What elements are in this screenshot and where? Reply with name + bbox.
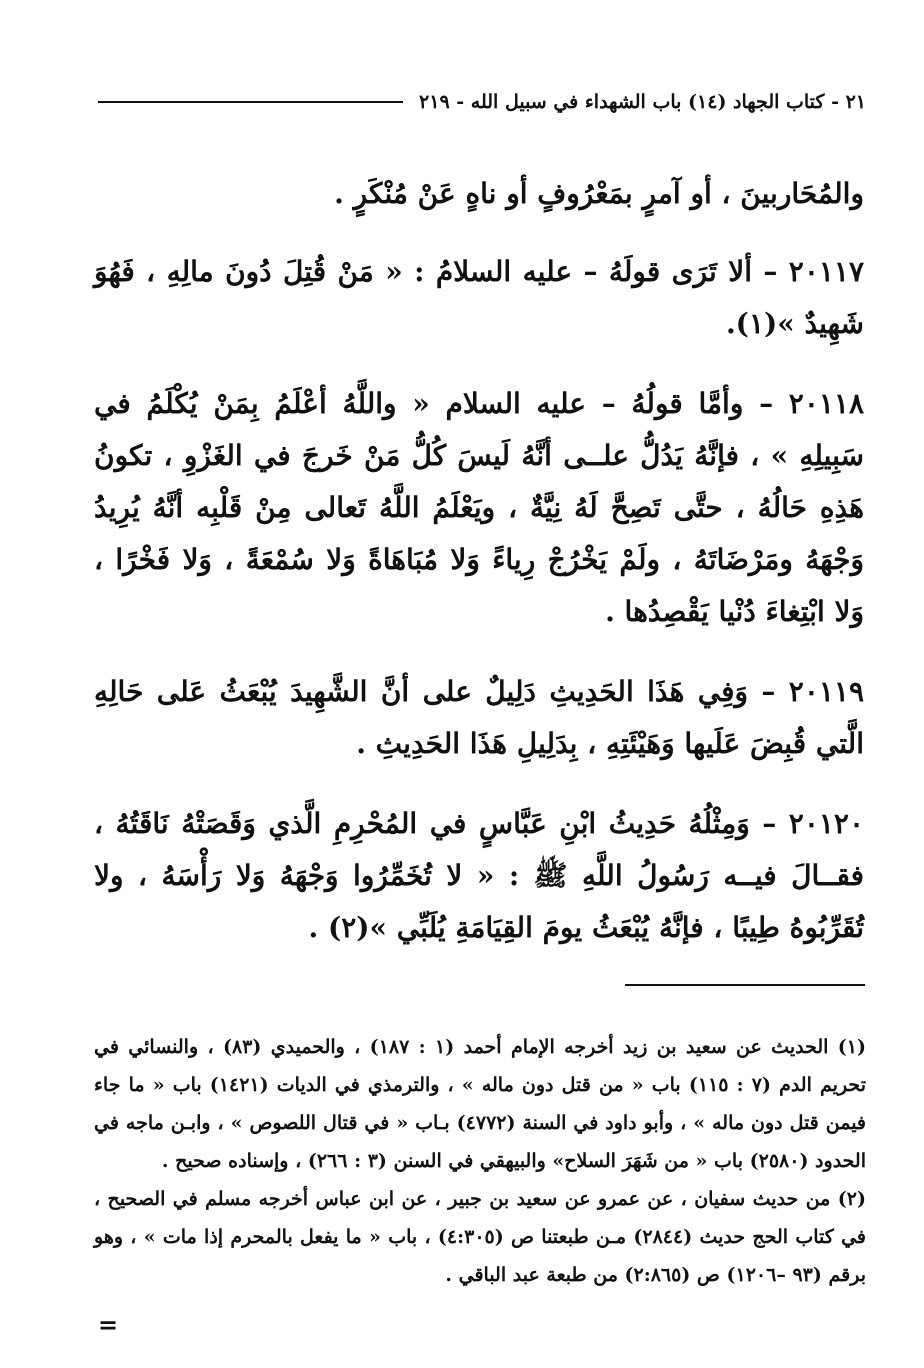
footnote-separator <box>625 984 865 986</box>
paragraph-20118: ٢٠١١٨ – وأمَّا قولُهُ – عليه السلام « واللَّهُ أعْلَمُ بِمَنْ يُكْلَمُ في سَبِيلِهِ » ، فإنَّهُ يَدُلُّ علــى أنَّهُ لَيسَ كُلُّ مَنْ خَرجَ في الغَزْوِ ، تكونُ هَذِهِ حَالُهُ ، حتَّى تَصِحَّ لَهُ نِيَّةٌ ، ويَعْلَمُ اللَّهُ تَعالى مِنْ قَلْبِه أنَّهُ يُرِيدُ وَجْهَهُ ومَرْضَاتَهُ ، ولَمْ يَخْرُجْ رِياءً وَلا مُبَاهَاةً وَلا سُمْعَةً ، وَلا فَخْرًا ، وَلا ابْتِغاءَ دُنْيا يَقْصِدُها . <box>94 387 864 628</box>
running-title: ٢١ - كتاب الجهاد (١٤) باب الشهداء في سبيل الله - ٢١٩ <box>419 91 866 113</box>
header-rule <box>98 101 403 103</box>
continuation-mark: = <box>98 1310 119 1339</box>
footnotes <box>94 1028 866 1294</box>
paragraph-20119: ٢٠١١٩ – وَفِي هَذَا الحَدِيثِ دَلِيلٌ على أنَّ الشَّهِيدَ يُبْعَثُ عَلى حَالِهِ الَّتي قُبِضَ عَلَيها وَهَيْئَتِهِ ، بِدَلِيلِ هَذَا الحَدِيثِ . <box>94 675 864 760</box>
paragraph-20120: ٢٠١٢٠ – وَمِثْلُهُ حَدِيثُ ابْنِ عَبَّاسٍ في المُحْرِمِ الَّذي وَقَصَتْهُ نَاقَتُهُ ، فقــالَ فيــه رَسُولُ اللَّهِ ﷺ : « لا تُخَمِّرُوا وَجْهَهُ وَلا رَأْسَهُ ، ولا تُقَرِّبُوهُ طِيبًا ، فإنَّهُ يُبْعَثُ يومَ القِيَامَةِ يُلَبِّي »(٢) . <box>94 807 864 944</box>
footnote-1: (١) الحديث عن سعيد بن زيد أخرجه الإمام أحمد (١ : ١٨٧) ، والحميدي (٨٣) ، والنسائي في تحريم الدم (٧ : ١١٥) باب « من قتل دون ماله » ، والترمذي في الديات (١٤٢١) باب « ما جاء فيمن قتل دون ماله » ، وأبو داود في السنة (٤٧٧٢) بـاب « في قتال اللصوص » ، وابـن ماجه في الحدود (٢٥٨٠) باب « من شَهَرَ السلاح» والبيهقي في السنن (٣ : ٢٦٦) ، وإسناده صحيح . <box>94 1036 867 1172</box>
paragraph-20117: ٢٠١١٧ – ألا تَرَى قولَهُ – عليه السلامُ : « مَنْ قُتِلَ دُونَ مالِهِ ، فَهُوَ شَهِيدٌ »(١). <box>94 255 864 340</box>
main-text <box>94 168 864 982</box>
footnote-2: (٢) من حديث سفيان ، عن عمرو عن سعيد بن جبير ، عن ابن عباس أخرجه مسلم في الصحيح ، في كتاب الحج حديث (٢٨٤٤) مـن طبعتنا ص (٤:٣٠٥) ، باب « ما يفعل بالمحرم إذا مات » ، وهو برقم (٩٣ –١٢٠٦) ص (٢:٨٦٥) من طبعة عبد الباقي . <box>94 1188 866 1286</box>
page-header <box>98 84 866 120</box>
paragraph-continuation: والمُحَاربينَ ، أو آمرٍ بمَعْرُوفٍ أو ناهٍ عَنْ مُنْكَرٍ . <box>334 177 864 210</box>
